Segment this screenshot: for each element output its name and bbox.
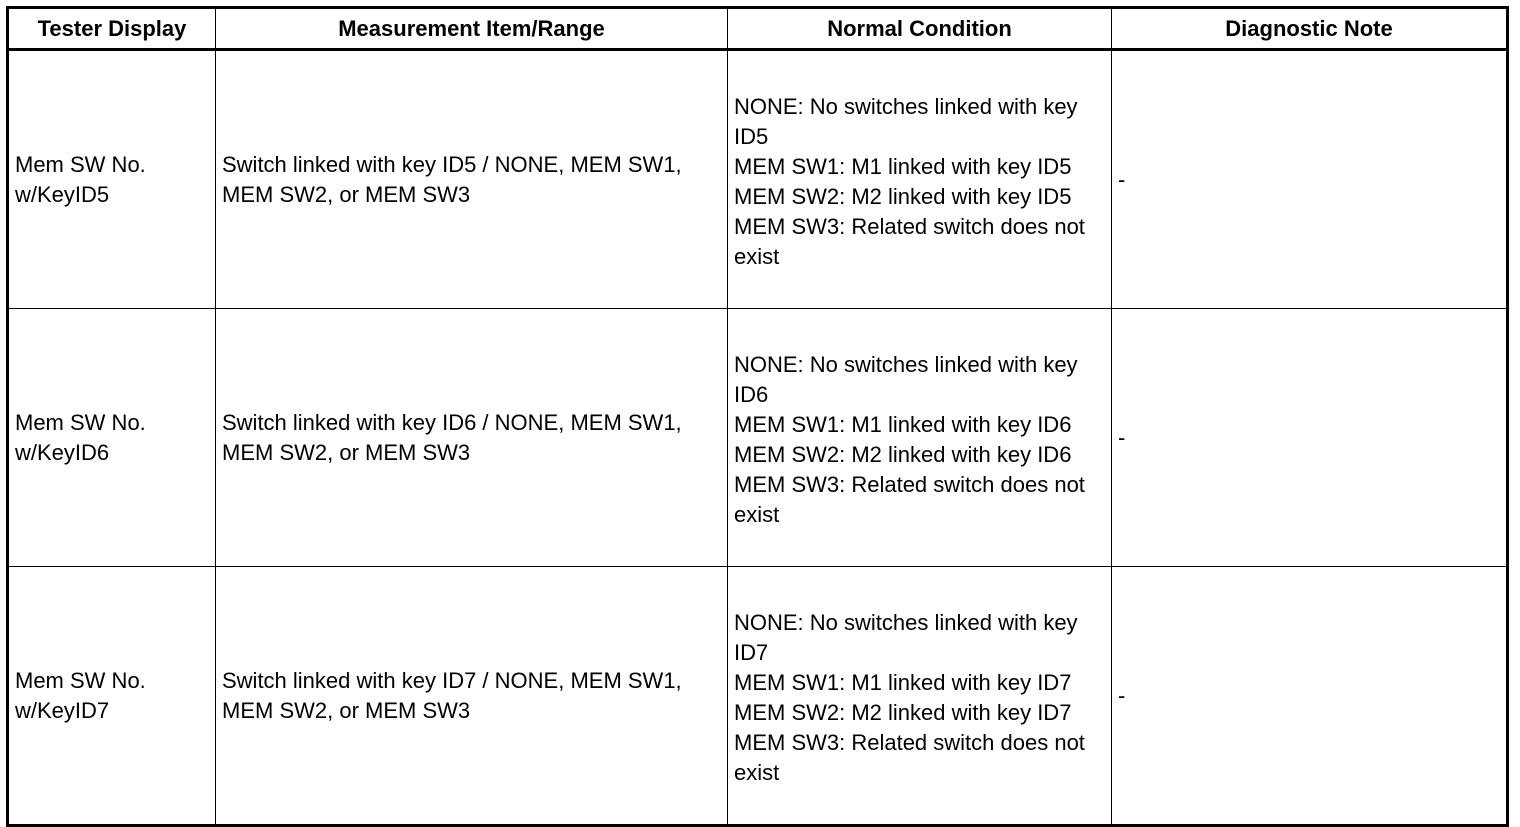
condition-line: MEM SW1: M1 linked with key ID6 bbox=[734, 411, 1072, 437]
condition-line: NONE: No switches linked with key ID5 bbox=[734, 93, 1078, 149]
condition-line: NONE: No switches linked with key ID6 bbox=[734, 351, 1078, 407]
condition-line: MEM SW3: Related switch does not exist bbox=[734, 471, 1085, 527]
condition-line: NONE: No switches linked with key ID7 bbox=[734, 609, 1078, 665]
cell-measurement: Switch linked with key ID5 / NONE, MEM SW1, MEM SW2, or MEM SW3 bbox=[216, 50, 728, 309]
table-row bbox=[8, 567, 1508, 826]
header-diagnostic-note: Diagnostic Note bbox=[1112, 8, 1508, 50]
table-header-row bbox=[8, 8, 1508, 50]
cell-tester-display: Mem SW No. w/KeyID7 bbox=[8, 567, 216, 826]
condition-line: MEM SW3: Related switch does not exist bbox=[734, 213, 1085, 269]
cell-diagnostic-note: - bbox=[1112, 567, 1508, 826]
condition-line: MEM SW2: M2 linked with key ID7 bbox=[734, 699, 1072, 725]
condition-line: MEM SW2: M2 linked with key ID6 bbox=[734, 441, 1072, 467]
header-tester-display: Tester Display bbox=[8, 8, 216, 50]
cell-normal-condition bbox=[728, 567, 1112, 826]
header-normal-condition: Normal Condition bbox=[728, 8, 1112, 50]
condition-line: MEM SW1: M1 linked with key ID5 bbox=[734, 153, 1072, 179]
cell-diagnostic-note: - bbox=[1112, 309, 1508, 567]
cell-diagnostic-note: - bbox=[1112, 50, 1508, 309]
condition-line: MEM SW1: M1 linked with key ID7 bbox=[734, 669, 1072, 695]
cell-tester-display: Mem SW No. w/KeyID5 bbox=[8, 50, 216, 309]
data-list-table bbox=[6, 6, 1509, 827]
condition-line: MEM SW2: M2 linked with key ID5 bbox=[734, 183, 1072, 209]
condition-line: MEM SW3: Related switch does not exist bbox=[734, 729, 1085, 785]
cell-normal-condition bbox=[728, 50, 1112, 309]
data-list-table-container bbox=[6, 6, 1506, 827]
cell-tester-display: Mem SW No. w/KeyID6 bbox=[8, 309, 216, 567]
table-row bbox=[8, 50, 1508, 309]
table-row bbox=[8, 309, 1508, 567]
cell-measurement: Switch linked with key ID6 / NONE, MEM SW1, MEM SW2, or MEM SW3 bbox=[216, 309, 728, 567]
cell-measurement: Switch linked with key ID7 / NONE, MEM SW1, MEM SW2, or MEM SW3 bbox=[216, 567, 728, 826]
cell-normal-condition bbox=[728, 309, 1112, 567]
header-measurement-item: Measurement Item/Range bbox=[216, 8, 728, 50]
